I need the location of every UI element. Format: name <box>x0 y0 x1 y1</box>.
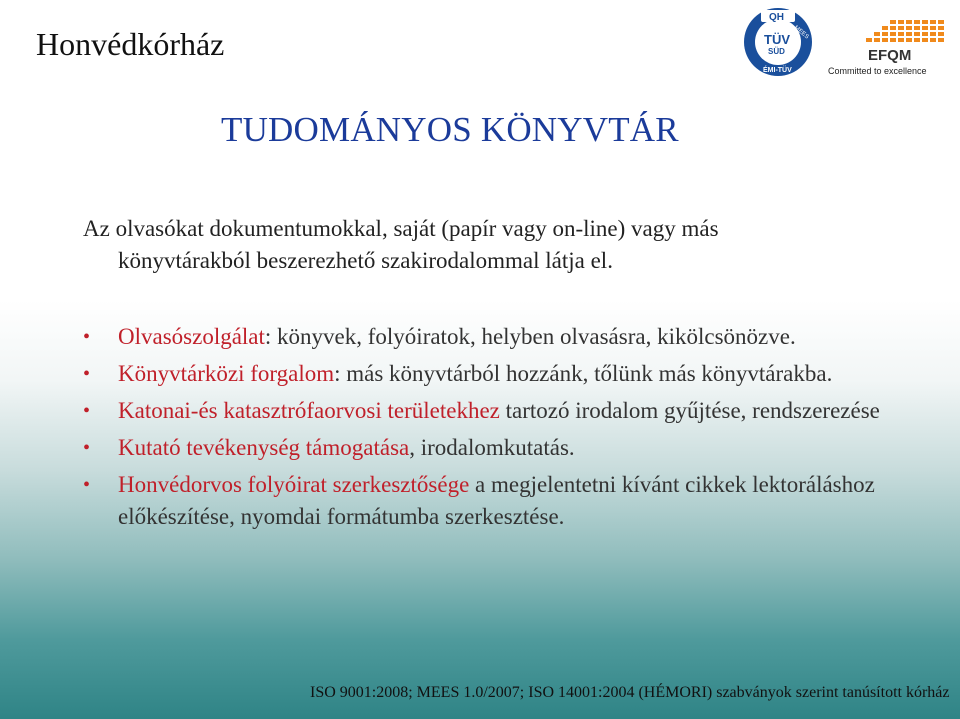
list-item <box>83 321 933 353</box>
slide-title: TUDOMÁNYOS KÖNYVTÁR <box>221 110 679 149</box>
bullet-highlight: Olvasószolgálat <box>118 324 265 349</box>
intro-line-2: könyvtárakból beszerezhető szakirodalommal látja el. <box>118 248 613 273</box>
bullet-highlight: Honvédorvos folyóirat szerkesztősége <box>118 472 470 497</box>
tuv-mees-text: MEES <box>792 24 810 41</box>
bullet-text: : könyvek, folyóiratok, helyben olvasásra, kikölcsönözve. <box>264 324 796 349</box>
bullet-text: a megjelentetni kívánt cikkek lektoráláshoz előkészítése, nyomdai formátumba szerkesztése. <box>118 472 875 529</box>
bullet-text: , irodalomkutatás. <box>409 435 575 460</box>
tuv-sud-certification-logo <box>736 4 820 80</box>
list-item <box>83 358 933 390</box>
bullet-icon: • <box>83 437 91 459</box>
list-item <box>83 469 933 533</box>
efqm-tagline-text: Committed to excellence <box>828 66 927 76</box>
list-item <box>83 395 933 427</box>
bullet-text: tartozó irodalom gyűjtése, rendszerezése <box>499 398 880 423</box>
bullet-icon: • <box>83 474 91 496</box>
tuv-sud-text: SÜD <box>768 47 785 56</box>
tuv-emi-text: ÉMI-TÜV <box>763 67 792 74</box>
bullet-text: : más könyvtárból hozzánk, tőlünk más könyvtárakba. <box>334 361 833 386</box>
bullet-highlight: Könyvtárközi forgalom <box>118 361 335 386</box>
tuv-qh-text: QH <box>769 12 784 23</box>
bullet-icon: • <box>83 400 91 422</box>
tuv-text: TÜV <box>764 32 790 47</box>
bullet-icon: • <box>83 326 91 348</box>
intro-line-1: Az olvasókat dokumentumokkal, saját (papír vagy on-line) vagy más <box>83 216 719 241</box>
efqm-brand-text: EFQM <box>868 47 912 64</box>
certification-footer: ISO 9001:2008; MEES 1.0/2007; ISO 14001:2004 (HÉMORI) szabványok szerint tanúsított kórház <box>310 684 950 701</box>
bullet-icon: • <box>83 363 91 385</box>
organization-title: Honvédkórház <box>36 26 225 62</box>
list-item <box>83 432 933 464</box>
bullet-highlight: Kutató tevékenység támogatása <box>118 435 410 460</box>
efqm-logo <box>826 8 950 80</box>
intro-paragraph <box>83 213 883 277</box>
services-bullet-list <box>83 321 933 538</box>
bullet-highlight: Katonai-és katasztrófaorvosi területekhez <box>118 398 500 423</box>
